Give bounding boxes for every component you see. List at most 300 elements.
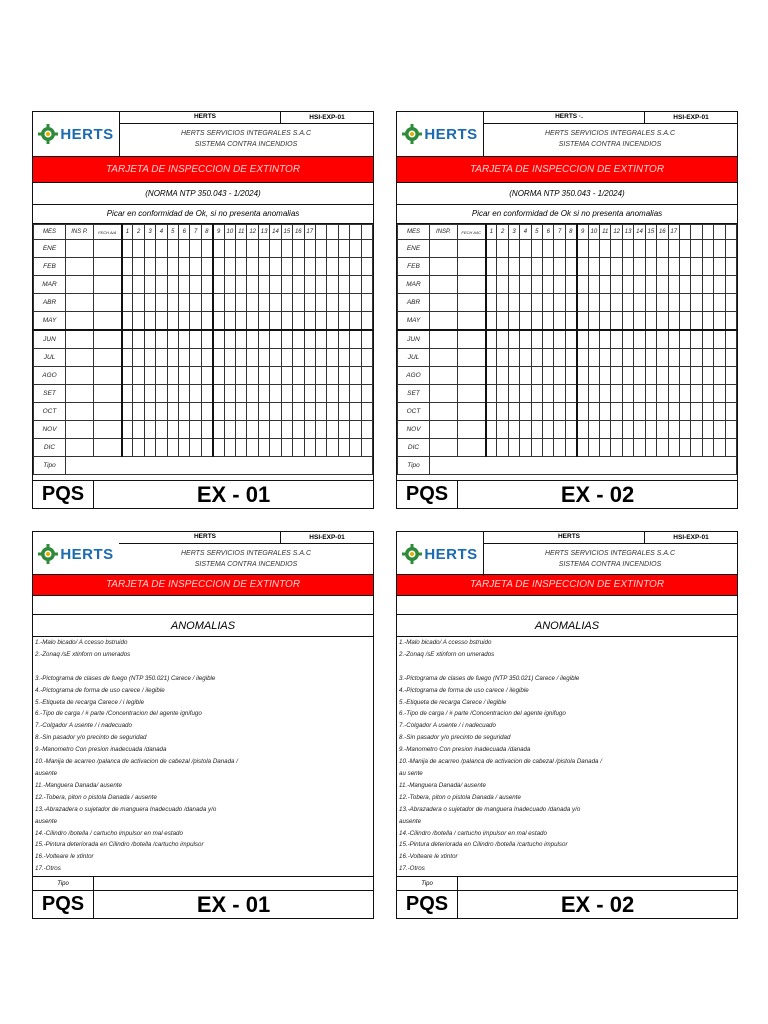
fecha-cell[interactable] <box>94 367 122 385</box>
check-cell[interactable] <box>668 294 679 312</box>
check-cell[interactable] <box>281 421 292 439</box>
check-cell[interactable] <box>236 276 247 294</box>
check-cell[interactable] <box>224 330 235 349</box>
check-cell[interactable] <box>133 403 144 421</box>
check-cell[interactable] <box>304 385 315 403</box>
fecha-cell[interactable] <box>94 240 122 258</box>
check-cell[interactable] <box>247 330 258 349</box>
fecha-cell[interactable] <box>458 367 486 385</box>
check-cell[interactable] <box>588 439 599 457</box>
check-cell[interactable] <box>725 294 736 312</box>
check-cell[interactable] <box>668 439 679 457</box>
check-cell[interactable] <box>213 294 224 312</box>
insp-cell[interactable] <box>66 330 94 349</box>
check-cell[interactable] <box>122 276 133 294</box>
check-cell[interactable] <box>236 240 247 258</box>
check-cell[interactable] <box>554 276 565 294</box>
check-cell[interactable] <box>714 312 725 331</box>
check-cell[interactable] <box>338 367 349 385</box>
check-cell[interactable] <box>543 367 554 385</box>
check-cell[interactable] <box>338 330 349 349</box>
check-cell[interactable] <box>258 312 269 331</box>
check-cell[interactable] <box>144 367 155 385</box>
check-cell[interactable] <box>361 240 372 258</box>
check-cell[interactable] <box>657 276 668 294</box>
check-cell[interactable] <box>486 439 497 457</box>
check-cell[interactable] <box>679 330 690 349</box>
check-cell[interactable] <box>156 294 167 312</box>
check-cell[interactable] <box>304 349 315 367</box>
check-cell[interactable] <box>270 276 281 294</box>
check-cell[interactable] <box>554 439 565 457</box>
check-cell[interactable] <box>350 294 361 312</box>
check-cell[interactable] <box>588 258 599 276</box>
check-cell[interactable] <box>133 421 144 439</box>
check-cell[interactable] <box>133 349 144 367</box>
check-cell[interactable] <box>679 294 690 312</box>
check-cell[interactable] <box>679 367 690 385</box>
check-cell[interactable] <box>144 349 155 367</box>
check-cell[interactable] <box>565 276 576 294</box>
check-cell[interactable] <box>293 312 304 331</box>
insp-cell[interactable] <box>66 258 94 276</box>
check-cell[interactable] <box>588 330 599 349</box>
fecha-cell[interactable] <box>458 294 486 312</box>
check-cell[interactable] <box>531 421 542 439</box>
check-cell[interactable] <box>304 294 315 312</box>
check-cell[interactable] <box>622 312 633 331</box>
check-cell[interactable] <box>133 439 144 457</box>
check-cell[interactable] <box>293 294 304 312</box>
check-cell[interactable] <box>213 276 224 294</box>
check-cell[interactable] <box>668 312 679 331</box>
check-cell[interactable] <box>361 403 372 421</box>
check-cell[interactable] <box>179 367 190 385</box>
check-cell[interactable] <box>577 385 588 403</box>
check-cell[interactable] <box>645 439 656 457</box>
check-cell[interactable] <box>350 403 361 421</box>
check-cell[interactable] <box>600 294 611 312</box>
check-cell[interactable] <box>508 294 519 312</box>
check-cell[interactable] <box>315 385 326 403</box>
fecha-cell[interactable] <box>94 385 122 403</box>
check-cell[interactable] <box>486 258 497 276</box>
check-cell[interactable] <box>657 258 668 276</box>
check-cell[interactable] <box>224 439 235 457</box>
check-cell[interactable] <box>600 312 611 331</box>
check-cell[interactable] <box>338 294 349 312</box>
check-cell[interactable] <box>315 258 326 276</box>
insp-cell[interactable] <box>430 294 458 312</box>
insp-cell[interactable] <box>430 367 458 385</box>
check-cell[interactable] <box>190 240 201 258</box>
check-cell[interactable] <box>236 258 247 276</box>
insp-cell[interactable] <box>430 312 458 331</box>
check-cell[interactable] <box>281 367 292 385</box>
insp-cell[interactable] <box>430 258 458 276</box>
check-cell[interactable] <box>554 367 565 385</box>
check-cell[interactable] <box>714 349 725 367</box>
check-cell[interactable] <box>714 439 725 457</box>
check-cell[interactable] <box>622 276 633 294</box>
check-cell[interactable] <box>565 385 576 403</box>
check-cell[interactable] <box>531 385 542 403</box>
check-cell[interactable] <box>270 367 281 385</box>
check-cell[interactable] <box>486 349 497 367</box>
check-cell[interactable] <box>144 421 155 439</box>
check-cell[interactable] <box>247 403 258 421</box>
check-cell[interactable] <box>315 276 326 294</box>
check-cell[interactable] <box>247 367 258 385</box>
check-cell[interactable] <box>293 439 304 457</box>
check-cell[interactable] <box>144 403 155 421</box>
check-cell[interactable] <box>565 258 576 276</box>
check-cell[interactable] <box>679 403 690 421</box>
check-cell[interactable] <box>531 439 542 457</box>
check-cell[interactable] <box>144 330 155 349</box>
check-cell[interactable] <box>645 367 656 385</box>
check-cell[interactable] <box>657 421 668 439</box>
check-cell[interactable] <box>350 258 361 276</box>
check-cell[interactable] <box>543 385 554 403</box>
check-cell[interactable] <box>258 330 269 349</box>
check-cell[interactable] <box>645 276 656 294</box>
check-cell[interactable] <box>224 276 235 294</box>
fecha-cell[interactable] <box>458 276 486 294</box>
check-cell[interactable] <box>213 349 224 367</box>
check-cell[interactable] <box>213 385 224 403</box>
check-cell[interactable] <box>714 276 725 294</box>
check-cell[interactable] <box>600 276 611 294</box>
fecha-cell[interactable] <box>458 403 486 421</box>
check-cell[interactable] <box>281 312 292 331</box>
check-cell[interactable] <box>293 240 304 258</box>
tipo-value[interactable] <box>66 457 94 475</box>
check-cell[interactable] <box>236 367 247 385</box>
check-cell[interactable] <box>144 439 155 457</box>
check-cell[interactable] <box>497 312 508 331</box>
check-cell[interactable] <box>133 240 144 258</box>
check-cell[interactable] <box>702 349 713 367</box>
check-cell[interactable] <box>679 240 690 258</box>
check-cell[interactable] <box>714 294 725 312</box>
check-cell[interactable] <box>668 385 679 403</box>
check-cell[interactable] <box>657 330 668 349</box>
insp-cell[interactable] <box>430 439 458 457</box>
check-cell[interactable] <box>258 421 269 439</box>
check-cell[interactable] <box>577 312 588 331</box>
check-cell[interactable] <box>167 330 178 349</box>
check-cell[interactable] <box>565 312 576 331</box>
fecha-cell[interactable] <box>458 421 486 439</box>
check-cell[interactable] <box>315 240 326 258</box>
check-cell[interactable] <box>486 330 497 349</box>
check-cell[interactable] <box>508 349 519 367</box>
check-cell[interactable] <box>714 240 725 258</box>
check-cell[interactable] <box>497 403 508 421</box>
check-cell[interactable] <box>554 294 565 312</box>
check-cell[interactable] <box>577 367 588 385</box>
check-cell[interactable] <box>179 349 190 367</box>
check-cell[interactable] <box>144 312 155 331</box>
check-cell[interactable] <box>520 294 531 312</box>
check-cell[interactable] <box>520 276 531 294</box>
check-cell[interactable] <box>201 385 212 403</box>
check-cell[interactable] <box>224 421 235 439</box>
check-cell[interactable] <box>554 240 565 258</box>
check-cell[interactable] <box>190 367 201 385</box>
check-cell[interactable] <box>167 367 178 385</box>
check-cell[interactable] <box>497 276 508 294</box>
check-cell[interactable] <box>179 294 190 312</box>
check-cell[interactable] <box>201 421 212 439</box>
check-cell[interactable] <box>486 240 497 258</box>
insp-cell[interactable] <box>430 385 458 403</box>
check-cell[interactable] <box>236 439 247 457</box>
check-cell[interactable] <box>497 240 508 258</box>
check-cell[interactable] <box>224 258 235 276</box>
check-cell[interactable] <box>201 330 212 349</box>
check-cell[interactable] <box>304 312 315 331</box>
check-cell[interactable] <box>702 385 713 403</box>
check-cell[interactable] <box>156 403 167 421</box>
check-cell[interactable] <box>224 240 235 258</box>
check-cell[interactable] <box>327 367 338 385</box>
check-cell[interactable] <box>338 258 349 276</box>
check-cell[interactable] <box>190 385 201 403</box>
check-cell[interactable] <box>508 240 519 258</box>
check-cell[interactable] <box>691 439 702 457</box>
fecha-cell[interactable] <box>94 330 122 349</box>
check-cell[interactable] <box>190 403 201 421</box>
check-cell[interactable] <box>725 276 736 294</box>
check-cell[interactable] <box>565 240 576 258</box>
check-cell[interactable] <box>702 439 713 457</box>
check-cell[interactable] <box>645 240 656 258</box>
check-cell[interactable] <box>167 403 178 421</box>
check-cell[interactable] <box>270 294 281 312</box>
check-cell[interactable] <box>714 258 725 276</box>
check-cell[interactable] <box>122 240 133 258</box>
check-cell[interactable] <box>497 439 508 457</box>
check-cell[interactable] <box>634 439 645 457</box>
check-cell[interactable] <box>144 276 155 294</box>
check-cell[interactable] <box>543 403 554 421</box>
check-cell[interactable] <box>486 367 497 385</box>
check-cell[interactable] <box>201 349 212 367</box>
check-cell[interactable] <box>634 421 645 439</box>
check-cell[interactable] <box>270 403 281 421</box>
check-cell[interactable] <box>691 403 702 421</box>
check-cell[interactable] <box>577 421 588 439</box>
check-cell[interactable] <box>338 276 349 294</box>
insp-cell[interactable] <box>66 312 94 331</box>
check-cell[interactable] <box>224 294 235 312</box>
check-cell[interactable] <box>247 276 258 294</box>
check-cell[interactable] <box>691 240 702 258</box>
check-cell[interactable] <box>179 312 190 331</box>
check-cell[interactable] <box>657 240 668 258</box>
check-cell[interactable] <box>508 385 519 403</box>
check-cell[interactable] <box>224 385 235 403</box>
check-cell[interactable] <box>361 439 372 457</box>
check-cell[interactable] <box>361 330 372 349</box>
fecha-cell[interactable] <box>94 349 122 367</box>
check-cell[interactable] <box>293 403 304 421</box>
check-cell[interactable] <box>304 258 315 276</box>
check-cell[interactable] <box>600 349 611 367</box>
check-cell[interactable] <box>588 385 599 403</box>
check-cell[interactable] <box>281 294 292 312</box>
check-cell[interactable] <box>497 367 508 385</box>
check-cell[interactable] <box>190 349 201 367</box>
check-cell[interactable] <box>327 294 338 312</box>
check-cell[interactable] <box>190 330 201 349</box>
check-cell[interactable] <box>691 312 702 331</box>
check-cell[interactable] <box>725 421 736 439</box>
check-cell[interactable] <box>600 240 611 258</box>
check-cell[interactable] <box>600 439 611 457</box>
check-cell[interactable] <box>281 240 292 258</box>
check-cell[interactable] <box>702 421 713 439</box>
check-cell[interactable] <box>702 240 713 258</box>
check-cell[interactable] <box>691 330 702 349</box>
check-cell[interactable] <box>668 421 679 439</box>
fecha-cell[interactable] <box>458 312 486 331</box>
insp-cell[interactable] <box>66 240 94 258</box>
check-cell[interactable] <box>167 439 178 457</box>
check-cell[interactable] <box>725 312 736 331</box>
check-cell[interactable] <box>520 240 531 258</box>
check-cell[interactable] <box>350 312 361 331</box>
check-cell[interactable] <box>725 403 736 421</box>
check-cell[interactable] <box>133 385 144 403</box>
check-cell[interactable] <box>213 240 224 258</box>
insp-cell[interactable] <box>66 403 94 421</box>
check-cell[interactable] <box>657 385 668 403</box>
check-cell[interactable] <box>600 367 611 385</box>
check-cell[interactable] <box>668 258 679 276</box>
check-cell[interactable] <box>122 258 133 276</box>
check-cell[interactable] <box>293 367 304 385</box>
insp-cell[interactable] <box>430 421 458 439</box>
check-cell[interactable] <box>657 312 668 331</box>
check-cell[interactable] <box>634 349 645 367</box>
fecha-cell[interactable] <box>94 258 122 276</box>
check-cell[interactable] <box>144 385 155 403</box>
check-cell[interactable] <box>224 403 235 421</box>
insp-cell[interactable] <box>430 276 458 294</box>
check-cell[interactable] <box>600 421 611 439</box>
check-cell[interactable] <box>657 349 668 367</box>
check-cell[interactable] <box>281 330 292 349</box>
check-cell[interactable] <box>304 276 315 294</box>
check-cell[interactable] <box>133 330 144 349</box>
fecha-cell[interactable] <box>458 439 486 457</box>
check-cell[interactable] <box>327 439 338 457</box>
check-cell[interactable] <box>270 439 281 457</box>
check-cell[interactable] <box>224 312 235 331</box>
check-cell[interactable] <box>315 330 326 349</box>
check-cell[interactable] <box>577 258 588 276</box>
check-cell[interactable] <box>634 258 645 276</box>
check-cell[interactable] <box>645 294 656 312</box>
fecha-cell[interactable] <box>94 294 122 312</box>
check-cell[interactable] <box>179 421 190 439</box>
insp-cell[interactable] <box>66 385 94 403</box>
check-cell[interactable] <box>565 367 576 385</box>
check-cell[interactable] <box>634 294 645 312</box>
check-cell[interactable] <box>144 258 155 276</box>
check-cell[interactable] <box>600 330 611 349</box>
check-cell[interactable] <box>361 421 372 439</box>
check-cell[interactable] <box>702 403 713 421</box>
check-cell[interactable] <box>565 294 576 312</box>
check-cell[interactable] <box>281 276 292 294</box>
check-cell[interactable] <box>702 294 713 312</box>
check-cell[interactable] <box>588 367 599 385</box>
check-cell[interactable] <box>179 330 190 349</box>
insp-cell[interactable] <box>66 349 94 367</box>
check-cell[interactable] <box>327 312 338 331</box>
check-cell[interactable] <box>543 258 554 276</box>
check-cell[interactable] <box>611 349 622 367</box>
check-cell[interactable] <box>293 421 304 439</box>
check-cell[interactable] <box>554 330 565 349</box>
check-cell[interactable] <box>622 240 633 258</box>
check-cell[interactable] <box>156 439 167 457</box>
check-cell[interactable] <box>293 385 304 403</box>
check-cell[interactable] <box>315 367 326 385</box>
check-cell[interactable] <box>497 330 508 349</box>
check-cell[interactable] <box>247 421 258 439</box>
check-cell[interactable] <box>622 385 633 403</box>
insp-cell[interactable] <box>66 421 94 439</box>
check-cell[interactable] <box>156 349 167 367</box>
check-cell[interactable] <box>122 439 133 457</box>
check-cell[interactable] <box>338 312 349 331</box>
check-cell[interactable] <box>315 403 326 421</box>
check-cell[interactable] <box>554 421 565 439</box>
check-cell[interactable] <box>657 294 668 312</box>
check-cell[interactable] <box>236 330 247 349</box>
check-cell[interactable] <box>133 276 144 294</box>
check-cell[interactable] <box>679 258 690 276</box>
check-cell[interactable] <box>304 367 315 385</box>
fecha-cell[interactable] <box>458 330 486 349</box>
check-cell[interactable] <box>350 367 361 385</box>
check-cell[interactable] <box>327 330 338 349</box>
check-cell[interactable] <box>622 403 633 421</box>
check-cell[interactable] <box>179 258 190 276</box>
check-cell[interactable] <box>361 385 372 403</box>
check-cell[interactable] <box>691 258 702 276</box>
check-cell[interactable] <box>702 330 713 349</box>
check-cell[interactable] <box>679 421 690 439</box>
check-cell[interactable] <box>247 439 258 457</box>
check-cell[interactable] <box>236 403 247 421</box>
check-cell[interactable] <box>679 349 690 367</box>
check-cell[interactable] <box>327 403 338 421</box>
check-cell[interactable] <box>236 349 247 367</box>
check-cell[interactable] <box>702 312 713 331</box>
check-cell[interactable] <box>554 403 565 421</box>
check-cell[interactable] <box>577 294 588 312</box>
check-cell[interactable] <box>167 349 178 367</box>
check-cell[interactable] <box>486 403 497 421</box>
check-cell[interactable] <box>645 403 656 421</box>
check-cell[interactable] <box>327 258 338 276</box>
